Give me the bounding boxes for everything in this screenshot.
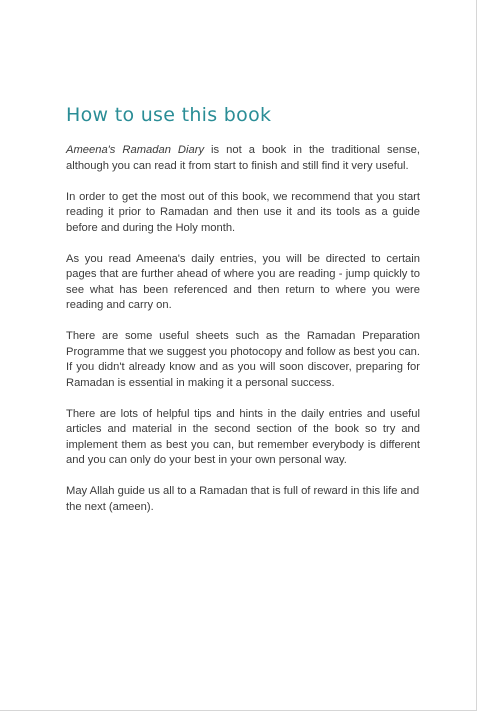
paragraph-preparation: In order to get the most out of this book, we recommend that you start reading it prior to Ramadan and then use it and its tools as a guide before and during the Holy month. [66,190,420,234]
book-title-italic: Ameena's Ramadan Diary [66,144,205,156]
page-body [66,143,420,531]
page-heading: How to use this book [66,104,272,126]
paragraph-tips-hints: There are lots of helpful tips and hints in the daily entries and useful articles and material in the second section of the book so try and implement them as best you can, but remember everybody is different and you can only do your best in your own personal way. [66,407,420,466]
intro-paragraph [66,143,420,174]
intro-text: is not a book in the traditional sense, although you can read it from start to finish and still find it very useful. [66,144,420,172]
paragraph-useful-sheets: There are some useful sheets such as the Ramadan Preparation Programme that we suggest you photocopy and follow as best you can. If you didn't already know and as you will soon discover, preparing for Ramadan is essential in making it a personal success. [66,330,420,389]
paragraph-daily-entries: As you read Ameena's daily entries, you will be directed to certain pages that are further ahead of where you are reading - jump quickly to see what has been referenced and then return to where you were reading and carry on. [66,252,420,311]
paragraph-dua: May Allah guide us all to a Ramadan that is full of reward in this life and the next (ameen). [66,485,420,513]
